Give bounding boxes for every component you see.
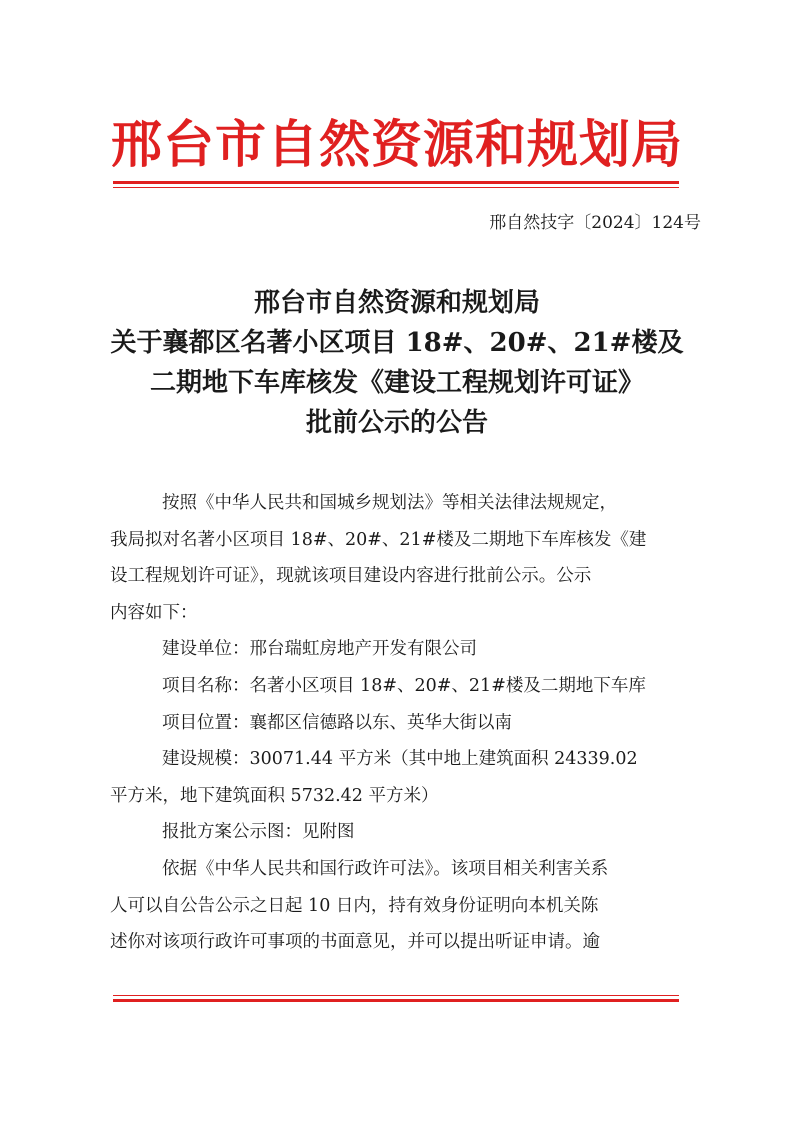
construction-unit: 建设单位：邢台瑞虹房地产开发有限公司 xyxy=(162,639,477,660)
body-line: 依据《中华人民共和国行政许可法》。该项目相关利害关系 xyxy=(162,858,609,879)
title-line-4: 批前公示的公告 xyxy=(305,408,488,438)
footer-rule-thin xyxy=(113,995,679,996)
project-name: 项目名称：名著小区项目 18#、20#、21#楼及二期地下车库 xyxy=(162,675,646,696)
title-line-1: 邢台市自然资源和规划局 xyxy=(253,288,540,318)
footer-rule-thick xyxy=(113,999,679,1002)
title-line-3: 二期地下车库核发《建设工程规划许可证》 xyxy=(149,368,644,398)
notice-body xyxy=(110,485,710,961)
header-rule-thick xyxy=(113,181,679,184)
plan-drawing-note: 报批方案公示图：见附图 xyxy=(162,822,355,843)
notice-title xyxy=(0,283,794,443)
body-line: 设工程规划许可证》，现就该项目建设内容进行批前公示。公示 xyxy=(110,566,592,587)
body-line: 我局拟对名著小区项目 18#、20#、21#楼及二期地下车库核发《建 xyxy=(110,529,647,550)
construction-scale: 建设规模：30071.44 平方米（其中地上建筑面积 24339.02 xyxy=(162,749,638,770)
construction-scale-cont: 平方米，地下建筑面积 5732.42 平方米） xyxy=(110,785,439,806)
header-rule-thin xyxy=(113,187,679,188)
project-location: 项目位置：襄都区信德路以东、英华大街以南 xyxy=(162,712,512,733)
agency-header-title: 邢台市自然资源和规划局 xyxy=(110,115,683,175)
body-line: 内容如下： xyxy=(110,602,198,623)
document-number: 邢自然技字〔2024〕124号 xyxy=(489,213,701,233)
body-line: 按照《中华人民共和国城乡规划法》等相关法律法规规定， xyxy=(162,493,617,513)
title-line-2: 关于襄都区名著小区项目 18#、20#、21#楼及 xyxy=(110,328,684,358)
body-line: 人可以自公告公示之日起 10 日内，持有效身份证明向本机关陈 xyxy=(110,895,599,916)
body-line: 述你对该项行政许可事项的书面意见，并可以提出听证申请。逾 xyxy=(110,932,600,953)
